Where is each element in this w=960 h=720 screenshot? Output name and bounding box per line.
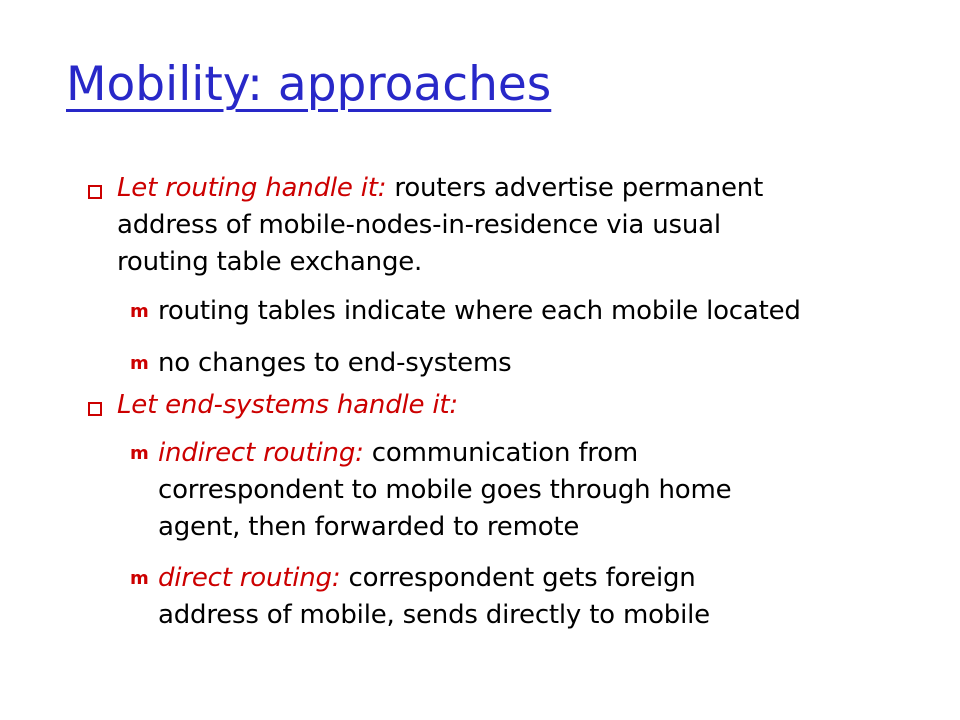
bullet-text: routing table exchange. [117, 247, 423, 277]
hollow-square-icon [88, 185, 102, 199]
small-m-icon: m [130, 301, 149, 322]
bullet-text: correspondent to mobile goes through home [158, 475, 732, 505]
sub-bullet-no-changes [158, 345, 511, 382]
bullet-text: routing tables indicate where each mobile located [158, 296, 801, 326]
bullet-lead: direct routing: [158, 563, 341, 593]
bullet-text: correspondent gets foreign [340, 563, 696, 593]
sub-bullet-routing-tables [158, 293, 801, 330]
small-m-icon: m [130, 568, 149, 589]
sub-bullet-direct-routing [158, 560, 710, 634]
bullet-lead: Let routing handle it: [117, 173, 387, 203]
small-m-icon: m [130, 443, 149, 464]
bullet-text: communication from [363, 438, 639, 468]
small-m-icon: m [130, 353, 149, 374]
sub-bullet-indirect-routing [158, 435, 731, 546]
hollow-square-icon [88, 402, 102, 416]
bullet-lead: indirect routing: [158, 438, 364, 468]
bullet-text: address of mobile-nodes-in-residence via usual [117, 210, 721, 240]
bullet-text: routers advertise permanent [386, 173, 764, 203]
bullet-let-routing [117, 170, 763, 281]
bullet-text: agent, then forwarded to remote [158, 512, 580, 542]
bullet-text: address of mobile, sends directly to mobile [158, 600, 710, 630]
bullet-let-end-systems [117, 387, 458, 424]
bullet-lead: Let end-systems handle it: [117, 390, 458, 420]
slide-title: Mobility: approaches [66, 57, 552, 112]
bullet-text: no changes to end-systems [158, 348, 512, 378]
